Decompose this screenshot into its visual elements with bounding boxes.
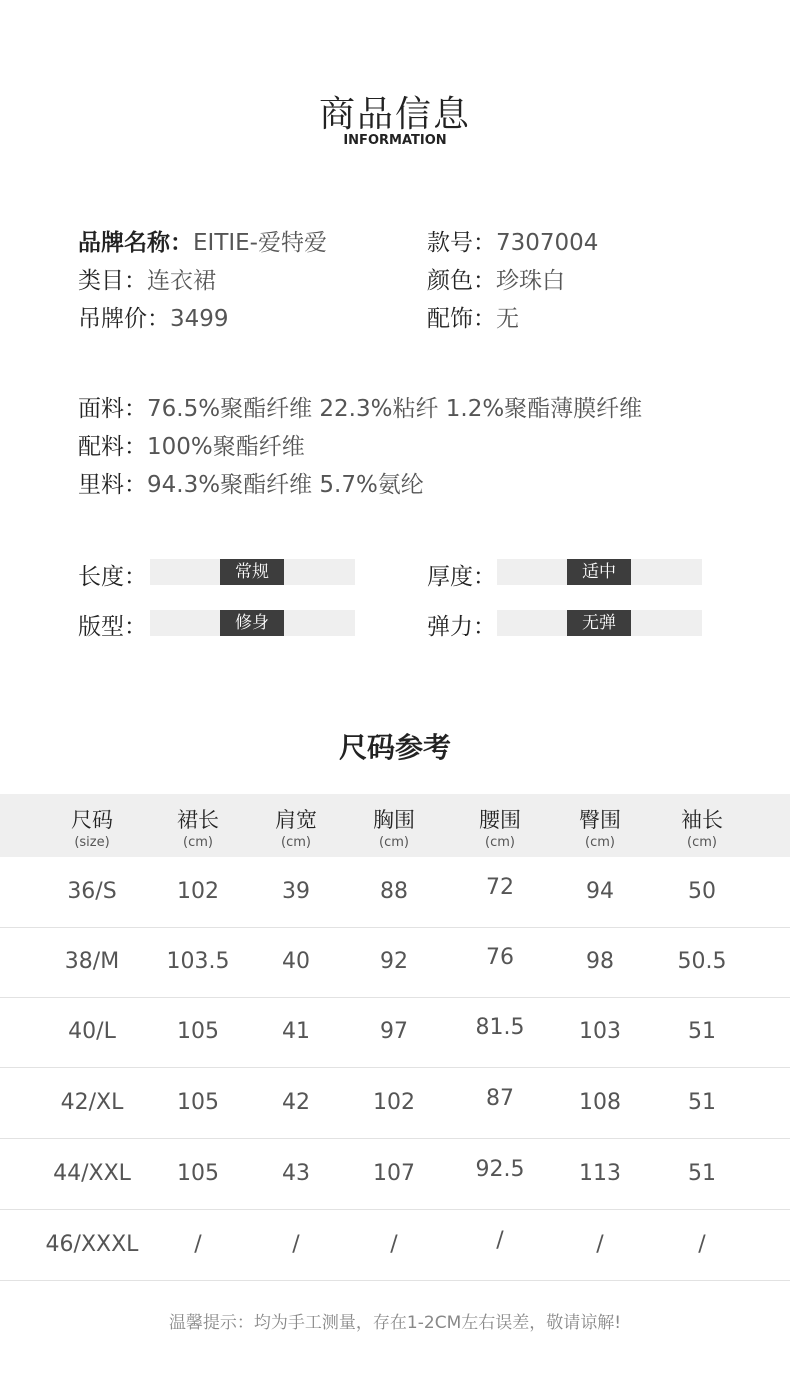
length-label: 长度： (78, 564, 147, 590)
fabric-value: 76.5%聚酯纤维 22.3%粘纤 1.2%聚酯薄膜纤维 (147, 396, 643, 422)
fit-label: 版型： (78, 614, 147, 640)
table-cell: 39 (282, 879, 310, 904)
lining-value: 94.3%聚酯纤维 5.7%氨纶 (147, 472, 424, 498)
price-row (78, 300, 229, 333)
accessory-value: 无 (496, 306, 519, 332)
length-scale (150, 559, 355, 585)
table-cell: 107 (373, 1161, 415, 1186)
table-cell: 108 (579, 1090, 621, 1115)
table-row (0, 1068, 790, 1139)
page-subtitle: INFORMATION (343, 133, 447, 148)
table-cell: 76 (486, 945, 514, 970)
style-label: 款号： (427, 230, 496, 256)
table-cell: 105 (177, 1161, 219, 1186)
trim-value: 100%聚酯纤维 (147, 434, 305, 460)
table-cell: 38/M (64, 949, 120, 974)
lining-row (78, 466, 424, 499)
size-chart-title: 尺码参考 (338, 731, 451, 764)
length-indicator: 常规 (220, 559, 284, 585)
table-cell: / (698, 1232, 706, 1257)
price-value: 3499 (170, 306, 229, 332)
page-title: 商品信息 (318, 94, 471, 135)
color-row (427, 262, 565, 295)
table-cell: 46/XXXL (45, 1232, 139, 1257)
table-cell: 50 (688, 879, 716, 904)
color-label: 颜色： (427, 268, 496, 294)
table-cell: 81.5 (475, 1015, 525, 1040)
table-cell: 40/L (68, 1019, 116, 1044)
table-cell: 98 (586, 949, 614, 974)
table-row (0, 1139, 790, 1210)
table-cell: 43 (282, 1161, 310, 1186)
table-row (0, 927, 790, 998)
fabric-row (78, 390, 642, 423)
table-cell: / (390, 1232, 398, 1257)
fit-scale (150, 610, 355, 636)
table-cell: 105 (177, 1090, 219, 1115)
trim-row (78, 428, 305, 461)
table-cell: 105 (177, 1019, 219, 1044)
table-cell: 97 (380, 1019, 408, 1044)
header-bust: 胸围 (cm) (373, 808, 415, 850)
table-cell: 51 (688, 1161, 716, 1186)
table-cell: 103.5 (166, 949, 230, 974)
trim-label: 配料： (78, 434, 147, 460)
style-value: 7307004 (496, 230, 599, 256)
header-dress-length: 裙长 (cm) (177, 808, 219, 850)
table-cell: 113 (579, 1161, 621, 1186)
table-cell: 72 (486, 875, 514, 900)
category-label: 类目： (78, 268, 147, 294)
table-cell: 36/S (67, 879, 117, 904)
price-label: 吊牌价： (78, 306, 170, 332)
header-sleeve: 袖长 (cm) (681, 808, 723, 850)
table-cell: / (596, 1232, 604, 1257)
brand-label: 品牌名称： (78, 230, 193, 256)
table-cell: 94 (586, 879, 614, 904)
table-cell: 44/XXL (53, 1161, 131, 1186)
table-cell: 102 (177, 879, 219, 904)
header-size: 尺码 (size) (71, 808, 113, 850)
size-table-header (0, 794, 790, 857)
table-cell: 102 (373, 1090, 415, 1115)
lining-label: 里料： (78, 472, 147, 498)
table-cell: 103 (579, 1019, 621, 1044)
header-shoulder: 肩宽 (cm) (275, 808, 317, 850)
table-cell: 87 (486, 1086, 514, 1111)
accessory-row (427, 300, 519, 333)
header-hip: 臀围 (cm) (579, 808, 621, 850)
table-cell: / (194, 1232, 202, 1257)
thickness-label: 厚度： (427, 564, 496, 590)
table-cell: / (496, 1228, 504, 1253)
table-cell: 42/XL (60, 1090, 124, 1115)
color-value: 珍珠白 (496, 268, 565, 294)
table-row (0, 997, 790, 1068)
table-cell: 51 (688, 1090, 716, 1115)
measurement-tip: 温馨提示：均为手工测量，存在1-2CM左右误差，敬请谅解! (168, 1313, 622, 1333)
elasticity-indicator: 无弹 (567, 610, 631, 636)
table-cell: 92.5 (475, 1157, 525, 1182)
brand-value: EITIE-爱特爱 (193, 230, 327, 256)
style-row (427, 224, 598, 257)
accessory-label: 配饰： (427, 306, 496, 332)
table-cell: 42 (282, 1090, 310, 1115)
table-cell: 92 (380, 949, 408, 974)
table-cell: 88 (380, 879, 408, 904)
thickness-indicator: 适中 (567, 559, 631, 585)
thickness-scale (497, 559, 702, 585)
table-cell: 51 (688, 1019, 716, 1044)
category-row (78, 262, 216, 295)
elasticity-scale (497, 610, 702, 636)
table-cell: / (292, 1232, 300, 1257)
table-row (0, 857, 790, 928)
table-cell: 40 (282, 949, 310, 974)
brand-row (78, 224, 327, 257)
table-cell: 41 (282, 1019, 310, 1044)
header-waist: 腰围 (cm) (479, 808, 521, 850)
fit-indicator: 修身 (220, 610, 284, 636)
table-cell: 50.5 (677, 949, 727, 974)
category-value: 连衣裙 (147, 268, 216, 294)
elasticity-label: 弹力： (427, 614, 496, 640)
fabric-label: 面料： (78, 396, 147, 422)
table-row (0, 1210, 790, 1281)
